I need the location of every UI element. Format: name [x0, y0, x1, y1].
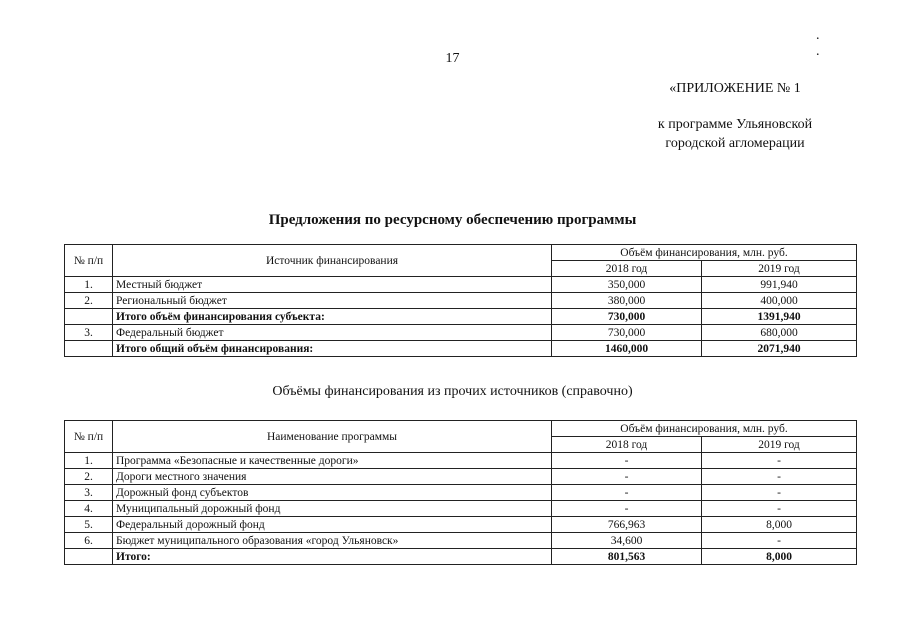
page-number: 17 — [445, 51, 460, 66]
funding-table — [64, 244, 857, 357]
table-header-row — [65, 421, 857, 437]
cell-2019: 8,000 — [702, 517, 857, 533]
cell-num: 3. — [65, 485, 113, 501]
table-row — [65, 277, 857, 293]
table-header-row — [65, 245, 857, 261]
cell-num — [65, 549, 113, 565]
cell-2019: - — [702, 485, 857, 501]
cell-2018: 730,000 — [552, 309, 702, 325]
cell-2019: 8,000 — [702, 549, 857, 565]
corner-marks: . . — [816, 28, 848, 59]
table-row — [65, 469, 857, 485]
cell-2018: - — [552, 453, 702, 469]
cell-2018: - — [552, 469, 702, 485]
header-volume: Объём финансирования, млн. руб. — [552, 245, 857, 261]
cell-2018: 380,000 — [552, 293, 702, 309]
cell-2018: 1460,000 — [552, 341, 702, 357]
cell-name: Бюджет муниципального образования «город Ульяновск» — [113, 533, 552, 549]
cell-num: 2. — [65, 469, 113, 485]
cell-num: 1. — [65, 453, 113, 469]
header-num: № п/п — [65, 421, 113, 453]
cell-name: Дорожный фонд субъектов — [113, 485, 552, 501]
cell-name: Муниципальный дорожный фонд — [113, 501, 552, 517]
header-num: № п/п — [65, 245, 113, 277]
table1-title: Предложения по ресурсному обеспечению программы — [268, 212, 637, 228]
table-total-row — [65, 309, 857, 325]
cell-2018: 350,000 — [552, 277, 702, 293]
table-row — [65, 485, 857, 501]
table-row — [65, 453, 857, 469]
cell-2018: 730,000 — [552, 325, 702, 341]
table-row — [65, 533, 857, 549]
table-row — [65, 293, 857, 309]
cell-2018: 801,563 — [552, 549, 702, 565]
cell-2019: 991,940 — [702, 277, 857, 293]
cell-2019: 1391,940 — [702, 309, 857, 325]
cell-2018: 766,963 — [552, 517, 702, 533]
header-2018: 2018 год — [552, 437, 702, 453]
cell-2018: - — [552, 485, 702, 501]
cell-2019: 680,000 — [702, 325, 857, 341]
header-source: Источник финансирования — [113, 245, 552, 277]
cell-2019: - — [702, 533, 857, 549]
table-total-row — [65, 341, 857, 357]
cell-num: 5. — [65, 517, 113, 533]
appendix-subtitle-line1: к программе Ульяновской — [657, 117, 813, 132]
cell-name: Программа «Безопасные и качественные дороги» — [113, 453, 552, 469]
cell-num — [65, 309, 113, 325]
cell-name: Местный бюджет — [113, 277, 552, 293]
cell-2019: 2071,940 — [702, 341, 857, 357]
cell-2018: 34,600 — [552, 533, 702, 549]
appendix-subtitle — [600, 115, 870, 153]
header-2018: 2018 год — [552, 261, 702, 277]
cell-name: Федеральный бюджет — [113, 325, 552, 341]
cell-name: Итого объём финансирования субъекта: — [113, 309, 552, 325]
cell-2019: 400,000 — [702, 293, 857, 309]
cell-num — [65, 341, 113, 357]
cell-name: Итого общий объём финансирования: — [113, 341, 552, 357]
header-program-name: Наименование программы — [113, 421, 552, 453]
table2-title: Объёмы финансирования из прочих источников (справочно) — [272, 384, 633, 399]
cell-name: Дороги местного значения — [113, 469, 552, 485]
cell-num: 2. — [65, 293, 113, 309]
table-total-row — [65, 549, 857, 565]
cell-2019: - — [702, 469, 857, 485]
cell-2019: - — [702, 501, 857, 517]
appendix-title: «ПРИЛОЖЕНИЕ № 1 — [669, 81, 801, 96]
cell-num: 4. — [65, 501, 113, 517]
cell-name: Федеральный дорожный фонд — [113, 517, 552, 533]
appendix-subtitle-line2: городской агломерации — [665, 136, 805, 151]
header-2019: 2019 год — [702, 261, 857, 277]
cell-num: 3. — [65, 325, 113, 341]
header-2019: 2019 год — [702, 437, 857, 453]
cell-name: Итого: — [113, 549, 552, 565]
cell-name: Региональный бюджет — [113, 293, 552, 309]
table-row — [65, 325, 857, 341]
table-row — [65, 517, 857, 533]
cell-2019: - — [702, 453, 857, 469]
cell-num: 1. — [65, 277, 113, 293]
other-sources-table — [64, 420, 857, 565]
cell-num: 6. — [65, 533, 113, 549]
table-row — [65, 501, 857, 517]
cell-2018: - — [552, 501, 702, 517]
header-volume: Объём финансирования, млн. руб. — [552, 421, 857, 437]
